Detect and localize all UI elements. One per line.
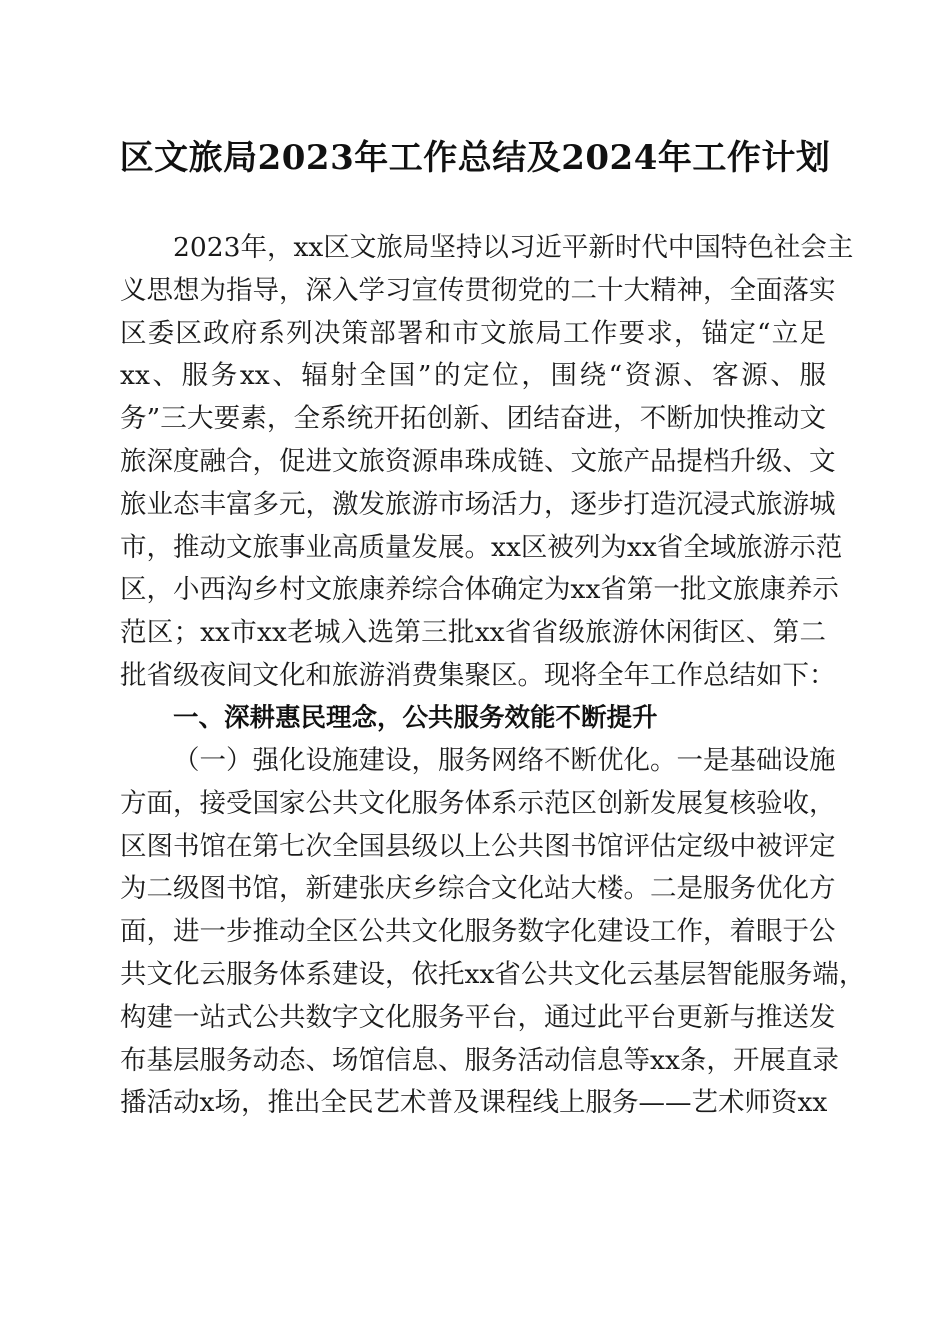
text-line: 务”三大要素，全系统开拓创新、团结奋进，不断加快推动文 — [120, 403, 826, 435]
text-line: 区，小西沟乡村文旅康养综合体确定为xx省第一批文旅康养示 — [120, 574, 839, 606]
text-line: 旅业态丰富多元，激发旅游市场活力，逐步打造沉浸式旅游城 — [120, 488, 836, 520]
text-line: 范区；xx市xx老城入选第三批xx省省级旅游休闲街区、第二 — [120, 617, 826, 649]
text-line: 市，推动文旅事业高质量发展。xx区被列为xx省全域旅游示范 — [120, 531, 843, 563]
text-line: 义思想为指导，深入学习宣传贯彻党的二十大精神，全面落实 — [120, 274, 836, 306]
intro-paragraph — [120, 227, 854, 698]
text-line: 共文化云服务体系建设，依托xx省公共文化云基层智能服务端， — [120, 958, 866, 990]
text-line: 2023年，xx区文旅局坚持以习近平新时代中国特色社会主 — [173, 232, 854, 263]
text-line: 区委区政府系列决策部署和市文旅局工作要求，锚定“立足 — [120, 317, 826, 349]
text-line: 区图书馆在第七次全国县级以上公共图书馆评估定级中被评定 — [120, 830, 836, 862]
text-line: xx、服务xx、辐射全国”的定位，围绕“资源、客源、服 — [120, 360, 826, 392]
text-line: （一）强化设施建设，服务网络不断优化。一是基础设施 — [173, 745, 836, 776]
text-line: 面，进一步推动全区公共文化服务数字化建设工作，着眼于公 — [120, 916, 836, 948]
text-line: 播活动x场，推出全民艺术普及课程线上服务——艺术师资xx — [120, 1087, 828, 1119]
text-line: 布基层服务动态、场馆信息、服务活动信息等xx条，开展直录 — [120, 1044, 839, 1076]
section-paragraph — [120, 740, 866, 1125]
section-heading: 一、深耕惠民理念，公共服务效能不断提升 — [173, 703, 658, 733]
text-line: 方面，接受国家公共文化服务体系示范区创新发展复核验收， — [120, 787, 836, 819]
text-line: 构建一站式公共数字文化服务平台，通过此平台更新与推送发 — [120, 1001, 836, 1033]
text-line: 旅深度融合，促进文旅资源串珠成链、文旅产品提档升级、文 — [120, 445, 836, 477]
text-line: 批省级夜间文化和旅游消费集聚区。现将全年工作总结如下： — [120, 659, 836, 691]
document-title: 区文旅局2023年工作总结及2024年工作计划 — [119, 138, 831, 178]
text-line: 为二级图书馆，新建张庆乡综合文化站大楼。二是服务优化方 — [120, 873, 836, 905]
